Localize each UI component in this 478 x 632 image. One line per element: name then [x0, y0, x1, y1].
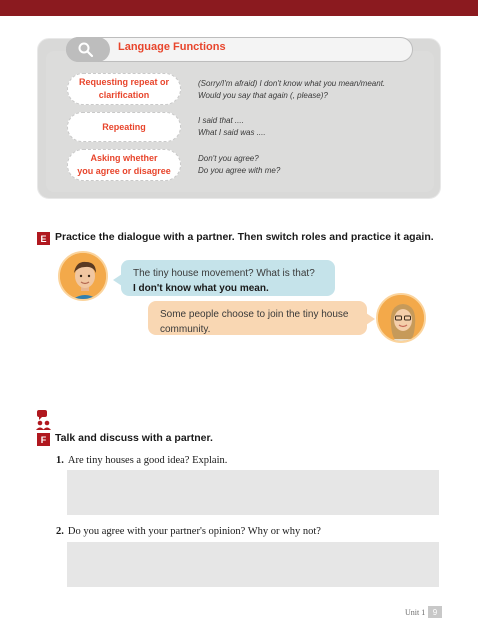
function-pill-repeating: Repeating: [67, 112, 181, 142]
discussion-icon: [36, 410, 52, 435]
section-f-title: Talk and discuss with a partner.: [55, 432, 213, 444]
search-icon: [66, 37, 110, 62]
language-functions-title: Language Functions: [118, 41, 226, 53]
function-pill-asking-agreement: Asking whether you agree or disagree: [67, 149, 181, 181]
answer-box-2[interactable]: [67, 542, 439, 587]
answer-box-1[interactable]: [67, 470, 439, 515]
function-examples: (Sorry/I'm afraid) I don't know what you mean/meant. Would you say that again (, please)?: [198, 79, 386, 100]
question-1: 1. Are tiny houses a good idea? Explain.: [56, 455, 228, 466]
function-examples: Don't you agree? Do you agree with me?: [198, 154, 281, 175]
function-examples: I said that .... What I said was ....: [198, 116, 266, 137]
speech-bubble-boy: The tiny house movement? What is that? I don't know what you mean.: [121, 260, 335, 296]
function-pill-requesting-repeat: Requesting repeat or clarification: [67, 73, 181, 105]
section-e-badge: E: [37, 232, 50, 245]
question-2: 2. Do you agree with your partner's opinion? Why or why not?: [56, 526, 321, 537]
page-number: 9: [428, 606, 442, 618]
speech-bubble-girl: Some people choose to join the tiny house community.: [148, 301, 367, 335]
girl-avatar: [376, 293, 426, 343]
footer-unit: Unit 1: [405, 608, 426, 617]
section-e-title: Practice the dialogue with a partner. Then switch roles and practice it again.: [55, 231, 434, 243]
top-bar: [0, 0, 478, 16]
boy-avatar: [58, 251, 108, 301]
section-f-badge: F: [37, 433, 50, 446]
